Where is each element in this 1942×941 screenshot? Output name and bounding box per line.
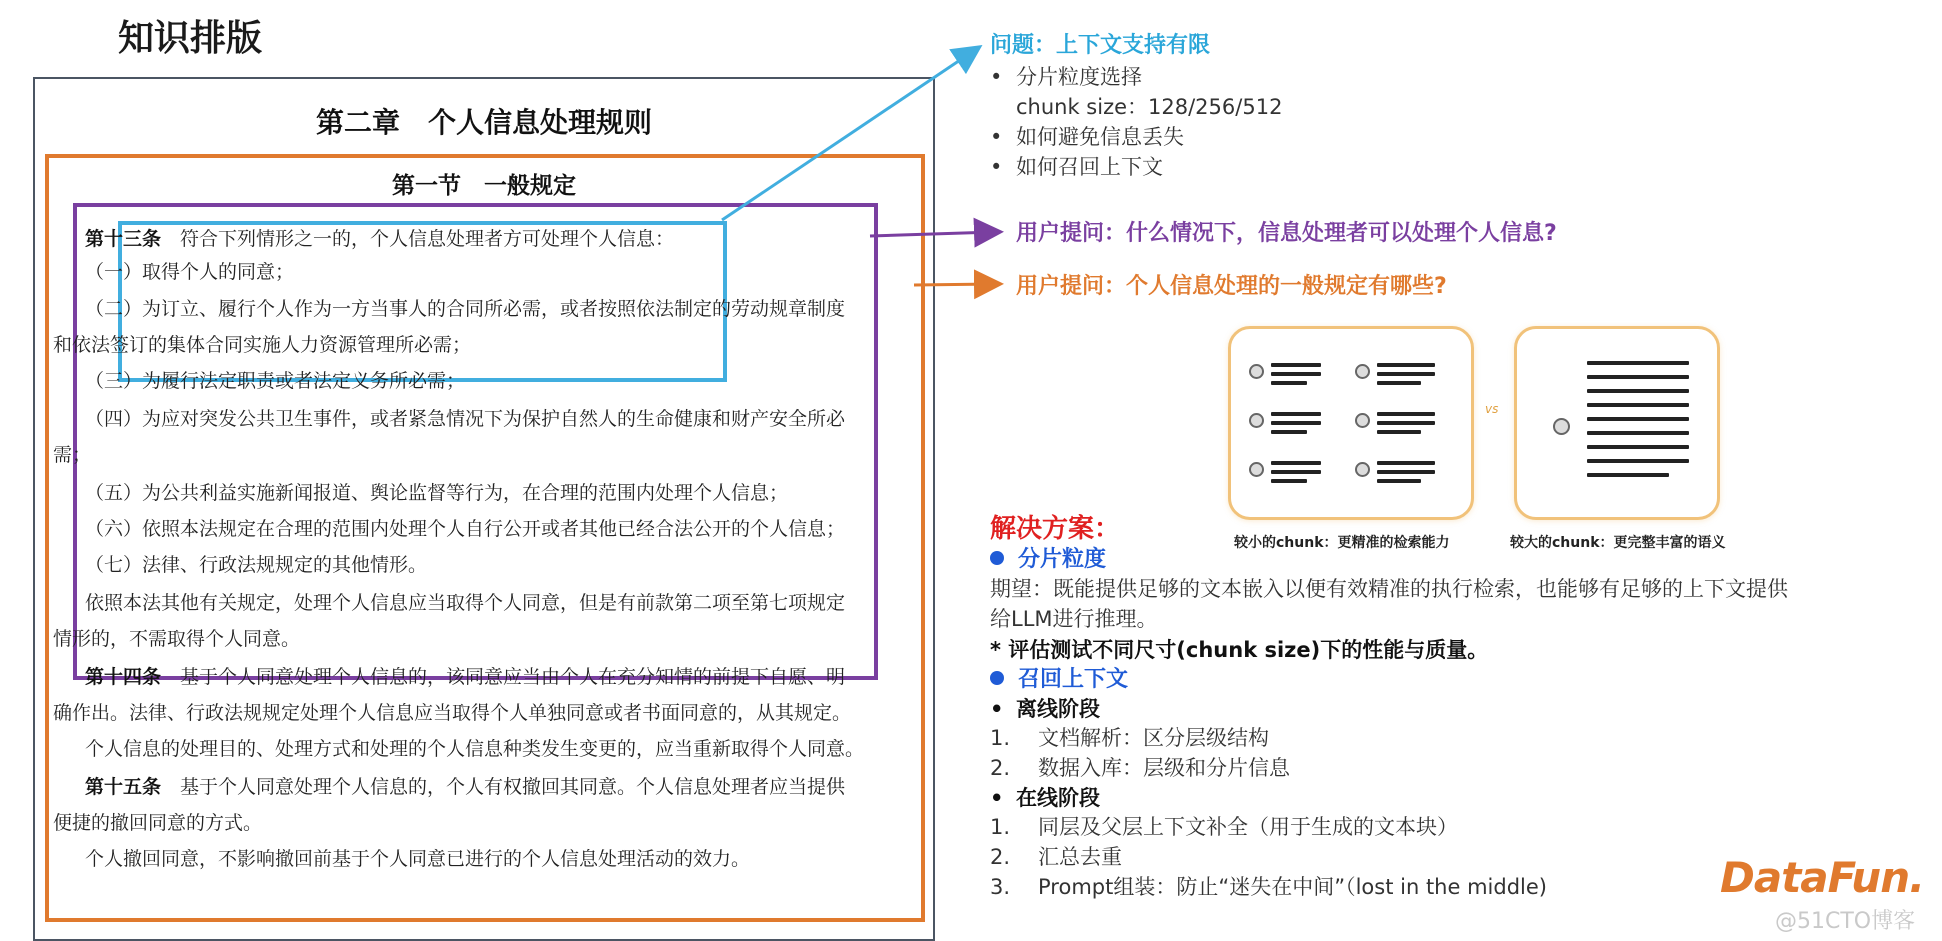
chunk-dot-icon (1355, 413, 1370, 428)
online-item: 2. 汇总去重 (990, 845, 1122, 869)
online-stage: • 在线阶段 (990, 786, 1100, 810)
bullet-icon: • (990, 65, 1003, 89)
purple-arrow (870, 232, 995, 236)
document-line: （五）为公共利益实施新闻报道、舆论监督等行为，在合理的范围内处理个人信息； (85, 482, 789, 504)
chapter-title: 第二章 个人信息处理规则 (315, 106, 652, 139)
blue-dot-icon (990, 671, 1004, 685)
document-line: 依照本法其他有关规定，处理个人信息应当取得个人同意，但是有前款第二项至第七项规定 (85, 592, 846, 614)
document-line: （一）取得个人的同意； (85, 261, 295, 283)
orange-arrow (914, 284, 995, 285)
bullet-icon: • (990, 155, 1003, 179)
document-line: 需； (53, 444, 92, 466)
problem-item: • 如何避免信息丢失 (990, 125, 1184, 149)
chunk-dot-icon (1249, 364, 1264, 379)
article-number: 第十三条 (85, 228, 162, 250)
user-question-2: 用户提问：个人信息处理的一般规定有哪些? (1016, 274, 1447, 299)
chunk-dot-icon (1249, 413, 1264, 428)
document-line: 第十四条 基于个人同意处理个人信息的，该同意应当由个人在充分知情的前提下自愿、明 (85, 666, 846, 688)
solution-title: 解决方案： (990, 514, 1121, 544)
document-line: 确作出。法律、行政法规规定处理个人信息应当取得个人单独同意或者书面同意的，从其规定。 (53, 702, 852, 724)
bullet-icon: • (990, 697, 1004, 721)
large-chunk-card (1514, 326, 1720, 520)
evaluation-note: * 评估测试不同尺寸(chunk size)下的性能与质量。 (990, 638, 1489, 662)
large-chunk-caption: 较大的chunk：更完整丰富的语义 (1510, 535, 1726, 551)
document-line: （六）依照本法规定在合理的范围内处理个人自行公开或者其他已经合法公开的个人信息； (85, 518, 846, 540)
document-line: 便捷的撤回同意的方式。 (53, 812, 263, 834)
article-number: 第十五条 (85, 776, 162, 798)
small-chunk-card (1228, 326, 1474, 520)
expect-line-1: 期望：既能提供足够的文本嵌入以便有效精准的执行检索，也能够有足够的上下文提供 (990, 577, 1788, 601)
problem-item: • 分片粒度选择 (990, 65, 1142, 89)
chunk-dot-icon (1355, 364, 1370, 379)
watermark: @51CTO博客 (1775, 909, 1916, 934)
bullet-icon: • (990, 125, 1003, 149)
document-line: 个人撤回同意，不影响撤回前基于个人同意已进行的个人信息处理活动的效力。 (85, 848, 751, 870)
online-item: 3. Prompt组装：防止“迷失在中间”（lost in the middle) (990, 875, 1547, 899)
article-number: 第十四条 (85, 666, 162, 688)
problem-item: • 如何召回上下文 (990, 155, 1163, 179)
datafun-logo: DataFun. (1720, 853, 1925, 902)
vs-label: vs (1485, 402, 1499, 416)
problem-item: chunk size：128/256/512 (1016, 95, 1283, 119)
document-line: （二）为订立、履行个人作为一方当事人的合同所必需，或者按照依法制定的劳动规章制度 (85, 298, 846, 320)
chunk-dot-icon (1249, 462, 1264, 477)
granularity-heading: 分片粒度 (990, 542, 1106, 573)
chunk-dot-icon (1553, 418, 1570, 435)
blue-arrow (722, 50, 975, 220)
section-title: 第一节 一般规定 (392, 173, 576, 199)
recall-heading: 召回上下文 (990, 662, 1128, 693)
document-line: 个人信息的处理目的、处理方式和处理的个人信息种类发生变更的，应当重新取得个人同意。 (85, 738, 865, 760)
document-line: 情形的，不需取得个人同意。 (53, 628, 301, 650)
user-question-1: 用户提问：什么情况下，信息处理者可以处理个人信息? (1016, 221, 1557, 246)
document-line: （三）为履行法定职责或者法定义务所必需； (85, 370, 466, 392)
chunk-dot-icon (1355, 462, 1370, 477)
problem-title: 问题：上下文支持有限 (990, 33, 1211, 58)
document-line: 第十三条 符合下列情形之一的，个人信息处理者方可处理个人信息： (85, 228, 675, 250)
small-chunk-caption: 较小的chunk：更精准的检索能力 (1234, 535, 1450, 551)
document-line: 第十五条 基于个人同意处理个人信息的，个人有权撤回其同意。个人信息处理者应当提供 (85, 776, 846, 798)
offline-item: 2. 数据入库：层级和分片信息 (990, 756, 1290, 780)
document-line: 和依法签订的集体合同实施人力资源管理所必需； (53, 334, 472, 356)
offline-stage: • 离线阶段 (990, 697, 1100, 721)
bullet-icon: • (990, 786, 1004, 810)
online-item: 1. 同层及父层上下文补全（用于生成的文本块） (990, 815, 1458, 839)
document-line: （七）法律、行政法规规定的其他情形。 (85, 554, 428, 576)
document-line: （四）为应对突发公共卫生事件，或者紧急情况下为保护自然人的生命健康和财产安全所必 (85, 408, 846, 430)
slide-title: 知识排版 (118, 18, 263, 59)
offline-item: 1. 文档解析：区分层级结构 (990, 726, 1269, 750)
blue-dot-icon (990, 551, 1004, 565)
expect-line-2: 给LLM进行推理。 (990, 607, 1158, 631)
